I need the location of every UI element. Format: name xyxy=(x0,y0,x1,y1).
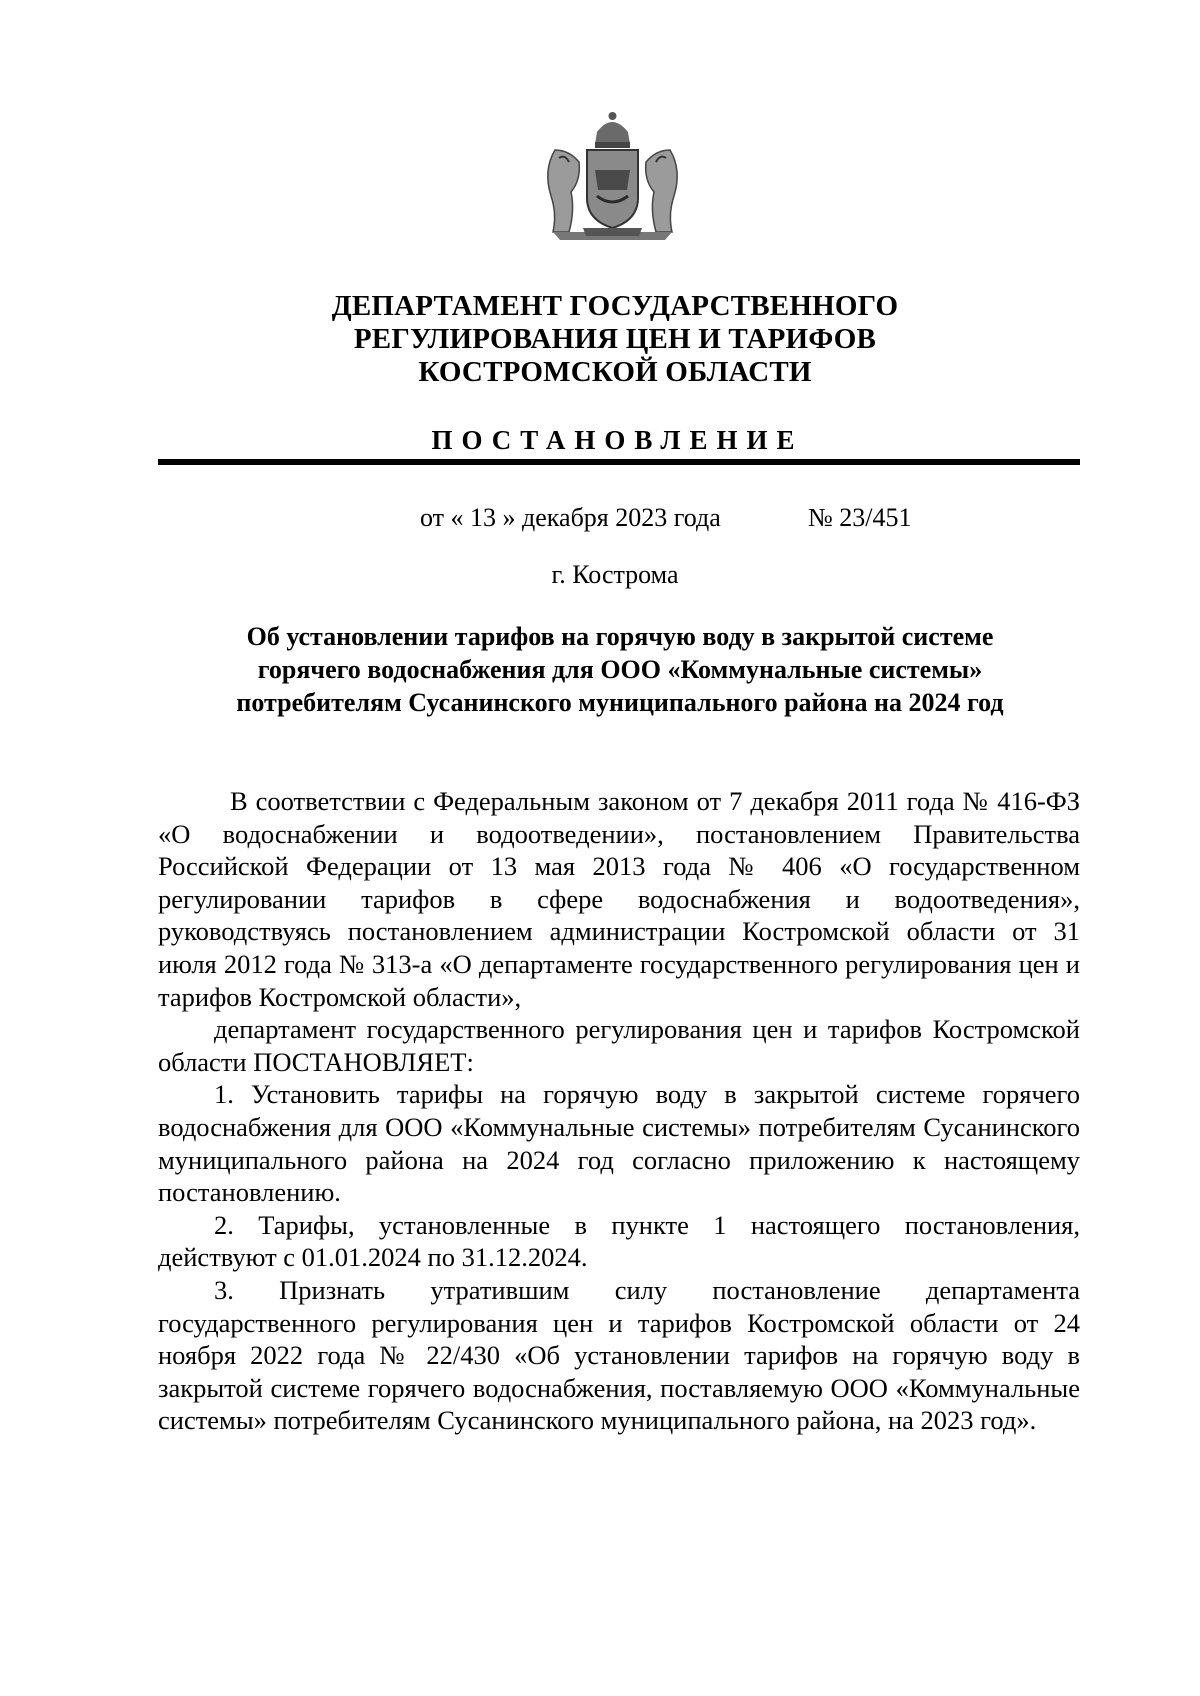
document-body xyxy=(158,785,1080,1437)
department-line: КОСТРОМСКОЙ ОБЛАСТИ xyxy=(418,356,812,388)
document-title xyxy=(160,620,1080,719)
title-line: Об установлении тарифов на горячую воду в закрытой системе xyxy=(246,622,994,651)
document-type: ПОСТАНОВЛЕНИЕ xyxy=(431,425,804,455)
city: г. Кострома xyxy=(551,560,679,589)
clause-1: 1. Установить тарифы на горячую воду в закрытой системе горячего водоснабжения для ООО «Коммунальные системы» потребителям Сусанинского муниципального района на 2024 год согласно приложению к настоящему постановлению. xyxy=(158,1079,1080,1208)
title-line: горячего водоснабжения для ООО «Коммунальные системы» xyxy=(257,655,983,684)
department-line: ДЕПАРТАМЕНТ ГОСУДАРСТВЕННОГО xyxy=(331,290,899,322)
header-divider xyxy=(158,459,1080,465)
department-line: РЕГУЛИРОВАНИЯ ЦЕН И ТАРИФОВ xyxy=(353,323,877,355)
date-line xyxy=(420,503,912,533)
resolves-paragraph: департамент государственного регулирования цен и тарифов Костромской области ПОСТАНОВЛЯЕТ: xyxy=(158,1014,1080,1077)
department-name xyxy=(0,290,1200,389)
title-line: потребителям Сусанинского муниципального района на 2024 год xyxy=(236,688,1004,717)
clause-2: 2. Тарифы, установленные в пункте 1 настоящего постановления, действуют с 01.01.2024 по 31.12.2024. xyxy=(158,1209,1080,1273)
clause-3: 3. Признать утратившим силу постановление департамента государственного регулирования цен и тарифов Костромской области от 24 ноября 2022 года № 22/430 «Об установлении тарифов на горячую воду в закрытой системе горячего водоснабжения, поставляемую ООО «Коммунальные системы» потребителям Сусанинского муниципального района, на 2023 год». xyxy=(158,1274,1080,1436)
coat-of-arms-icon xyxy=(535,110,690,245)
preamble-paragraph: В соответствии с Федеральным законом от 7 декабря 2011 года № 416-ФЗ «О водоснабжении и водоотведении», постановлением Правительства Российской Федерации от 13 мая 2013 года № 406 «О государственном регулировании тарифов в сфере водоснабжения и водоотведения», руководствуясь постановлением администрации Костромской области от 31 июля 2012 года № 313-а «О департаменте государственного регулирования цен и тарифов Костромской области», xyxy=(158,786,1080,1012)
document-date: от « 13 » декабря 2023 года xyxy=(420,503,721,532)
document-number: № 23/451 xyxy=(808,503,912,532)
